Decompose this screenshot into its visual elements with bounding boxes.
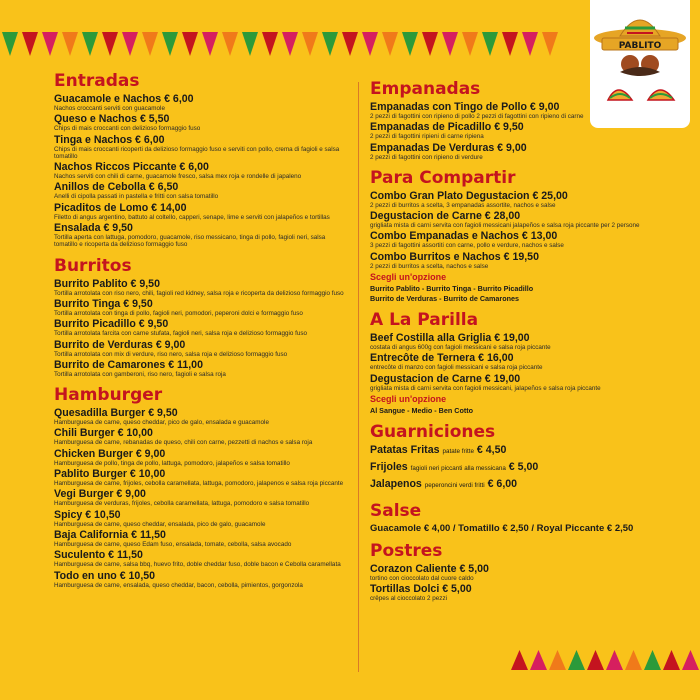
menu-item-name: Chili Burger € 10,00 [54,427,153,440]
side-dish-description: patate fritte [442,447,474,455]
menu-item [54,339,349,358]
option-line: Burrito Pablito - Burrito Tinga - Burrito Picadillo [370,284,534,294]
bunting-flag [182,32,198,56]
menu-item-name: Pablito Burger € 10,00 [54,468,166,481]
bunting-flag [549,650,566,670]
menu-item-name: Burrito de Verduras € 9,00 [54,338,186,351]
menu-item-name: Baja California € 11,50 [54,528,166,541]
menu-item-description: Nachos croccanti serviti con guacamole [54,105,165,112]
bunting-flag [625,650,642,670]
bunting-flag [502,32,518,56]
bunting-flag [682,650,699,670]
menu-item [54,113,349,132]
section-a-la-parilla [370,311,670,416]
menu-item-name: Burrito Pablito € 9,50 [54,277,160,290]
menu-item-name: Burrito Tinga € 9,50 [54,297,153,310]
menu-item [54,222,349,249]
menu-item-name: Tortillas Dolci € 5,00 [370,583,472,596]
menu-item-name: Vegi Burger € 9,00 [54,488,146,501]
section-title-hamburger: Hamburger [54,385,163,406]
menu-item-name: Tinga e Nachos € 6,00 [54,133,165,146]
side-dish-name: Jalapenos [370,477,422,490]
menu-item-name: Queso e Nachos € 5,50 [54,113,170,126]
menu-item-description: costata di angus 600g con fagioli messicani e salsa roja piccante [370,344,551,352]
column-divider [358,82,359,672]
menu-item [370,230,670,249]
menu-item-name: Nachos Riccos Piccante € 6,00 [54,161,209,174]
bunting-flag [587,650,604,670]
menu-item-description: grigliata mista di carni servita con fagioli messicani, jalapeños e salsa roja piccante [370,384,601,392]
menu-item [54,181,349,200]
menu-item-name: Burrito de Camarones € 11,00 [54,358,203,371]
menu-item [54,448,349,467]
section-burritos [54,257,349,378]
menu-item [54,549,349,568]
bunting-flag [142,32,158,56]
menu-item [370,142,670,161]
bunting-flag [62,32,78,56]
menu-item-description: 2 pezzi di fagottini ripieni di carne ripiena [370,133,484,141]
option-title: Scegli un'opzione [370,393,447,404]
menu-item-description: Filetto di angus argentino, battuto al coltello, capperi, senape, lime e serviti con jalapeños e tortillas [54,213,330,221]
menu-item-description: entrecôte di manzo con fagioli messicani e salsa roja piccante [370,364,543,372]
menu-item-name: Guacamole e Nachos € 6,00 [54,93,194,105]
menu-item-description: Tortilla arrotolata con tinga di pollo, fagioli neri, pomodori, peperoni dolci e formaggio fuso [54,309,303,317]
bunting-flag [663,650,680,670]
bunting-flag [2,32,18,56]
option-line: Burrito de Verduras - Burrito de Camarones [370,294,519,304]
section-title-guarniciones: Guarniciones [370,421,496,442]
menu-item [54,278,349,297]
bunting-flag [222,32,238,56]
option-title: Scegli un'opzione [370,272,447,283]
side-dish-description: peperoncini verdi fritti [424,481,485,489]
side-dish-price: € 5,00 [508,460,539,473]
section-title-empanadas: Empanadas [370,79,481,99]
menu-item-name: Anillos de Cebolla € 6,50 [54,181,179,194]
svg-text:PABLITO: PABLITO [618,41,662,51]
section-guarniciones [370,423,670,492]
menu-item [370,101,670,120]
bunting-flag [162,32,178,56]
bunting-flag [644,650,661,670]
bunting-decoration-bottom [510,648,700,670]
menu-item-name: Empanadas De Verduras € 9,00 [370,141,527,154]
side-dish-price: € 6,00 [487,477,518,490]
side-dish-name: Frijoles [370,460,408,473]
menu-item-name: Combo Burritos e Nachos € 19,50 [370,250,539,263]
menu-item-name: Degustacion de Carne € 19,00 [370,372,521,385]
menu-item-description: Nachos serviti con chili di carne, guacamole fresco, salsa mex roja e rondelle di japaleno [54,173,302,181]
menu-item-name: Combo Empanadas e Nachos € 13,00 [370,230,558,243]
menu-item [54,570,349,589]
menu-item-description: Hamburguesa de carne, frijoles, cebolla caramellata, lattuga, pomodoro, jalapenos e salsa roja piccante [54,480,344,488]
bunting-flag [282,32,298,56]
section-postres [370,542,670,603]
menu-item [370,373,670,392]
section-title-a-la-parilla: A La Parilla [370,310,479,331]
menu-item-name: Chicken Burger € 9,00 [54,447,166,460]
menu-item-name: Corazon Caliente € 5,00 [370,562,489,575]
menu-item-description: grigliata mista di carni servita con fagioli messicani jalapeños e salsa roja piccante per 2 persone [370,222,640,230]
bunting-flag [422,32,438,56]
menu-item [54,359,349,378]
menu-item-description: Hamburguesa de verduras, frijoles, cebolla caramellata, lattuga, pomodoro e salsa tomatillo [54,500,310,508]
section-title-entradas: Entradas [54,71,140,91]
menu-item-description: crêpes al cioccolato 2 pezzi [370,595,448,603]
menu-item-name: Empanadas con Tingo de Pollo € 9,00 [370,101,560,113]
menu-item-description: Hamburguesa de carne, queso cheddar, pico de galo, ensalada e guacamole [54,419,269,427]
menu-item [54,93,349,112]
section-title-postres: Postres [370,540,443,561]
menu-item-description: Hamburguesa de carne, ensalada, queso cheddar, bacon, cebolla, pimientos, gorgonzola [54,581,303,589]
menu-item-description: 3 pezzi di fagottini assortiti con carne, pollo e verdure, nachos e salse [370,242,564,250]
menu-item [54,468,349,487]
bunting-flag [462,32,478,56]
section-salse [370,502,670,535]
bunting-flag [542,32,558,56]
menu-item-name: Beef Costilla alla Griglia € 19,00 [370,332,530,345]
bunting-flag [302,32,318,56]
menu-item [54,509,349,528]
bunting-flag [82,32,98,56]
menu-item-description: Tortilla aperta con lattuga, pomodoro, guacamole, riso messicano, tinga di pollo, fagioli neri, salsa tomatillo e ricoperta da delizioso formaggio fuso [54,234,326,249]
menu-item [370,563,670,582]
menu-item [54,202,349,221]
left-column [54,72,349,590]
menu-item-name: Combo Gran Plato Degustacion € 25,00 [370,189,568,202]
menu-item [54,427,349,446]
side-dish-name: Patatas Fritas [370,443,440,456]
bunting-flag [322,32,338,56]
menu-item-name: Ensalada € 9,50 [54,222,133,235]
menu-item [370,352,670,371]
menu-item-description: Tortilla arrotolata con gamberoni, riso nero, fagioli e salsa roja [54,370,226,378]
menu-item-description: Hamburguesa de carne, queso cheddar, ensalada, pico de galo, guacamole [54,520,266,528]
bunting-flag [242,32,258,56]
menu-item-description: Tortilla arrotolata con riso nero, chili, fagioli red kidney, salsa roja e ricoperta da delizioso formaggio fuso [54,289,344,297]
menu-item-description: tortino con cioccolato dal cuore caldo [370,574,474,582]
salse-line: Guacamole € 4,00 / Tomatillo € 2,50 / Royal Piccante € 2,50 [370,522,634,534]
section-empanadas [370,80,670,161]
menu-item-name: Todo en uno € 10,50 [54,569,156,582]
menu-item-description: 2 pezzi di fagottini con ripieno di pollo 2 pezzi di fagottini con ripieno di carne [370,113,584,120]
menu-item-name: Empanadas de Picadillo € 9,50 [370,121,524,134]
menu-item [370,583,670,602]
menu-item [54,318,349,337]
menu-item-description: Anelli di cipolla passati in pastella e fritti con salsa tomatillo [54,193,219,201]
bunting-flag [530,650,547,670]
menu-item [54,529,349,548]
menu-item-description: Tortilla arrotolata farcita con carne stufata, fagioli neri, salsa roja e delizioso formaggio fuso [54,330,308,338]
menu-item-description: 2 pezzi di burritos a scelta, nachos e salse [370,262,489,270]
bunting-flag [568,650,585,670]
menu-item [370,332,670,351]
side-dish-item [370,478,670,492]
menu-item [54,161,349,180]
bunting-flag [522,32,538,56]
right-column [370,80,670,604]
menu-item [54,298,349,317]
menu-item-description: Chips di mais croccanti ricoperti da delizioso formaggio fuso e serviti con pollo, crema di fagioli e salsa tomatillo [54,145,340,160]
section-para-compartir [370,169,670,304]
menu-item [54,407,349,426]
bunting-flag [342,32,358,56]
bunting-flag [262,32,278,56]
side-dish-item [370,461,670,475]
menu-item [370,210,670,229]
menu-item-description: Hamburguesa de pollo, tinga de pollo, lattuga, pomodoro, jalapeños e salsa tomatillo [54,459,290,467]
bunting-flag [202,32,218,56]
bunting-flag [22,32,38,56]
menu-item [54,134,349,161]
menu-item-description: 2 pezzi di fagottini con ripieno di verdure [370,153,483,161]
bunting-flag [42,32,58,56]
menu-item-description: Hamburguesa de carne, salsa bbq, huevo frito, doble cheddar fuso, doble bacon e Cebolla caramellata [54,561,341,569]
bunting-decoration [0,32,560,58]
section-title-salse: Salse [370,500,422,521]
bunting-flag [102,32,118,56]
side-dish-price: € 4,50 [476,443,507,456]
section-title-para-compartir: Para Compartir [370,167,516,188]
menu-item [370,190,670,209]
menu-item-description: Hamburguesa de carne, queso Edam fuso, ensalada, tomate, cebolla, salsa avocado [54,540,292,548]
bunting-flag [362,32,378,56]
bunting-flag [122,32,138,56]
menu-item-name: Degustacion de Carne € 28,00 [370,210,521,223]
bunting-flag [606,650,623,670]
section-entradas [54,72,349,249]
bunting-flag [511,650,528,670]
bunting-flag [482,32,498,56]
menu-item-name: Quesadilla Burger € 9,50 [54,407,178,420]
menu-item-name: Picaditos de Lomo € 14,00 [54,201,187,214]
bunting-flag [382,32,398,56]
bunting-flag [442,32,458,56]
option-line: Al Sangue - Medio - Ben Cotto [370,405,474,415]
menu-item [370,121,670,140]
side-dish-description: fagioli neri piccanti alla messicana [410,464,506,472]
section-title-burritos: Burritos [54,255,132,276]
menu-item-name: Suculento € 11,50 [54,549,143,562]
menu-item-description: 2 pezzi di burritos a scelta, 3 empanadas assortite, nachos e salse [370,201,556,209]
section-hamburger [54,386,349,589]
menu-item-name: Entrecôte de Ternera € 16,00 [370,352,514,365]
menu-item [54,488,349,507]
menu-item-name: Burrito Picadillo € 9,50 [54,318,169,331]
menu-item-description: Tortilla arrotolata con mix di verdure, riso nero, salsa roja e delizioso formaggio fuso [54,350,288,358]
menu-item [370,251,670,270]
menu-item-description: Hamburguesa de carne, rebanadas de queso, chili con carne, pezzetti di nachos e salsa roja [54,439,313,447]
menu-item-description: Chips di mais croccanti con delizioso formaggio fuso [54,125,201,133]
side-dish-item [370,444,670,458]
bunting-flag [402,32,418,56]
menu-item-name: Spicy € 10,50 [54,508,121,521]
